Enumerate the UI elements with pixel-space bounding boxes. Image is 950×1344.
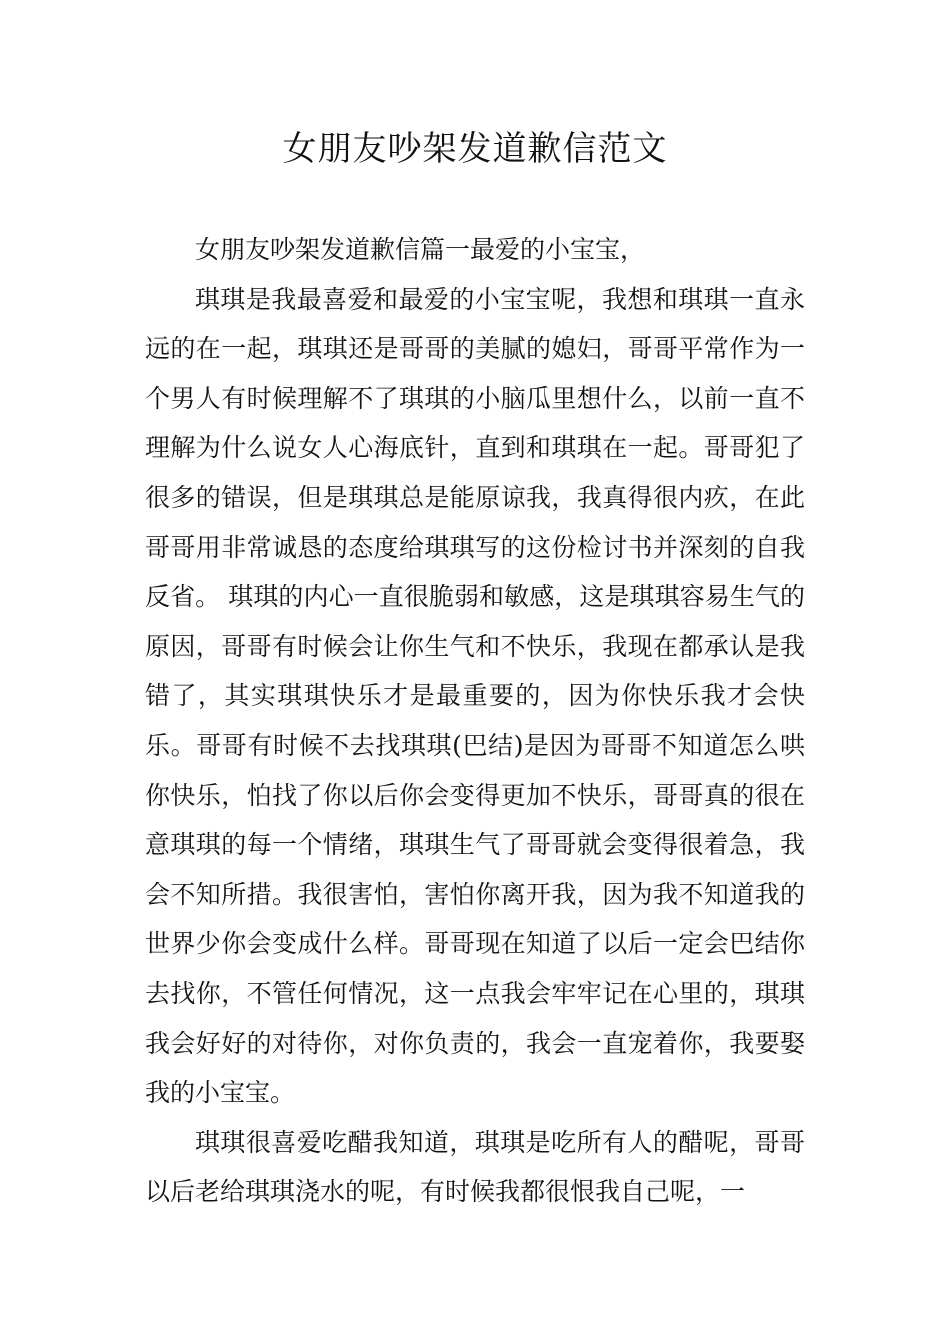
paragraph-3: 琪琪很喜爱吃醋我知道，琪琪是吃所有人的醋呢，哥哥以后老给琪琪浇水的呢，有时候我都很恨我自己呢，一 — [145, 1127, 805, 1207]
document-body — [145, 225, 805, 1217]
paragraph-1: 女朋友吵架发道歉信篇一最爱的小宝宝， — [195, 235, 646, 264]
document-title: 女朋友吵架发道歉信范文 — [282, 129, 668, 169]
paragraph-2: 琪琪是我最喜爱和最爱的小宝宝呢，我想和琪琪一直永远的在一起，琪琪还是哥哥的美腻的媳妇，哥哥平常作为一个男人有时候理解不了琪琪的小脑瓜里想什么，以前一直不理解为什么说女人心海底针，直到和琪琪在一起。哥哥犯了很多的错误，但是琪琪总是能原谅我，我真得很内疚，在此哥哥用非常诚恳的态度给琪琪写的这份检讨书并深刻的自我反省。 琪琪的内心一直很脆弱和敏感，这是琪琪容易生气的原因，哥哥有时候会让你生气和不快乐，我现在都承认是我错了，其实琪琪快乐才是最重要的，因为你快乐我才会快乐。哥哥有时候不去找琪琪(巴结)是因为哥哥不知道怎么哄你快乐，怕找了你以后你会变得更加不快乐，哥哥真的很在意琪琪的每一个情绪，琪琪生气了哥哥就会变得很着急，我会不知所措。我很害怕，害怕你离开我，因为我不知道我的世界少你会变成什么样。哥哥现在知道了以后一定会巴结你去找你，不管任何情况，这一点我会牢牢记在心里的，琪琪我会好好的对待你，对你负责的，我会一直宠着你，我要娶我的小宝宝。 — [145, 284, 805, 1108]
